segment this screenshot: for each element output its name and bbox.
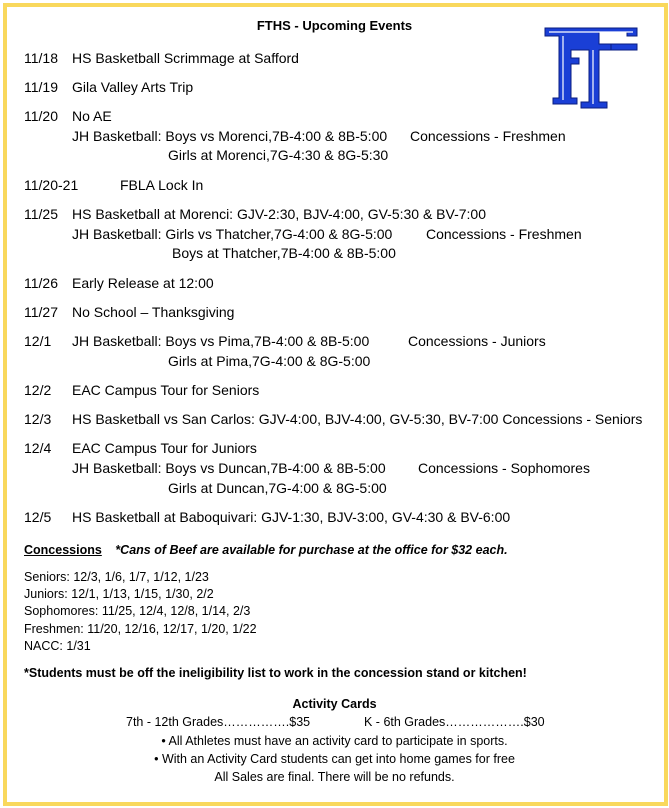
price-grades-k-6: K - 6th Grades……………….$30: [364, 715, 545, 729]
concessions-line: Seniors: 12/3, 1/6, 1/7, 1/12, 1/23: [24, 570, 209, 584]
event-subline: JH Basketball: Girls vs Thatcher,7G-4:00 & 8G-5:00: [72, 226, 393, 242]
event-row: [24, 50, 299, 66]
event-date: 12/4: [24, 440, 52, 456]
concessions-note: *Cans of Beef are available for purchase at the office for $32 each.: [115, 543, 508, 557]
no-refunds-note: All Sales are final. There will be no refunds.: [214, 770, 455, 784]
event-subline: Girls at Morenci,7G-4:30 & 8G-5:30: [168, 147, 389, 163]
event-subline: Girls at Duncan,7G-4:00 & 8G-5:00: [168, 480, 387, 496]
event-text: Gila Valley Arts Trip: [72, 79, 194, 95]
concessions-line: Freshmen: 11/20, 12/16, 12/17, 1/20, 1/22: [24, 622, 257, 636]
event-date: 11/19: [24, 79, 58, 95]
event-date: 11/18: [24, 50, 58, 66]
event-text: HS Basketball at Baboquivari: GJV-1:30, BJV-3:00, GV-4:30 & BV-6:00: [72, 509, 511, 525]
activity-bullet: • All Athletes must have an activity card to participate in sports.: [161, 734, 508, 748]
event-date: 12/2: [24, 382, 52, 398]
ineligibility-notice: *Students must be off the ineligibility list to work in the concession stand or kitchen!: [24, 666, 527, 680]
event-text: HS Basketball Scrimmage at Safford: [72, 50, 299, 66]
event-text: No School – Thanksgiving: [72, 304, 235, 320]
event-date: 11/20: [24, 108, 58, 124]
event-date: 11/25: [24, 206, 58, 222]
event-row: [24, 206, 486, 222]
event-row: [24, 79, 194, 95]
concessions-line: Juniors: 12/1, 1/13, 1/15, 1/30, 2/2: [24, 587, 214, 601]
activity-bullet: • With an Activity Card students can get into home games for free: [154, 752, 515, 766]
event-text: FBLA Lock In: [120, 177, 204, 193]
event-row: [24, 509, 511, 525]
event-row: [24, 382, 260, 398]
event-text: Early Release at 12:00: [72, 275, 214, 291]
event-text: HS Basketball at Morenci: GJV-2:30, BJV-4:00, GV-5:30 & BV-7:00: [72, 206, 486, 222]
activity-cards-title: Activity Cards: [292, 697, 377, 711]
event-date: 11/20-21: [24, 177, 79, 193]
event-text: JH Basketball: Boys vs Pima,7B-4:00 & 8B-5:00: [72, 333, 370, 349]
event-text: EAC Campus Tour for Seniors: [72, 382, 260, 398]
event-row: [24, 108, 112, 124]
concessions-heading: Concessions: [24, 543, 102, 557]
event-text: EAC Campus Tour for Juniors: [72, 440, 257, 456]
event-subline: JH Basketball: Boys vs Morenci,7B-4:00 & 8B-5:00: [72, 128, 388, 144]
event-date: 11/26: [24, 275, 58, 291]
event-row: [24, 440, 257, 456]
event-row: [24, 333, 370, 349]
page-title: FTHS - Upcoming Events: [256, 18, 413, 33]
event-row: [24, 304, 235, 320]
event-date: 12/5: [24, 509, 52, 525]
event-row: [24, 177, 204, 193]
event-row: [24, 411, 643, 427]
event-date: 11/27: [24, 304, 58, 320]
event-row: [24, 275, 214, 291]
event-date: 12/1: [24, 333, 52, 349]
event-concessions: Concessions - Freshmen: [426, 226, 582, 242]
concessions-header: [24, 543, 508, 557]
fths-logo: [541, 22, 641, 110]
event-concessions: Concessions - Freshmen: [410, 128, 566, 144]
event-text: No AE: [72, 108, 112, 124]
event-concessions: Concessions - Sophomores: [418, 460, 590, 476]
event-subline: JH Basketball: Boys vs Duncan,7B-4:00 & 8B-5:00: [72, 460, 386, 476]
event-text: HS Basketball vs San Carlos: GJV-4:00, BJV-4:00, GV-5:30, BV-7:00 Concessions - Seniors: [72, 411, 643, 427]
event-concessions: Concessions - Juniors: [408, 333, 546, 349]
price-grades-7-12: 7th - 12th Grades…………….$35: [126, 715, 311, 729]
concessions-line: Sophomores: 11/25, 12/4, 12/8, 1/14, 2/3: [24, 604, 251, 618]
concessions-line: NACC: 1/31: [24, 639, 91, 653]
event-subline: Girls at Pima,7G-4:00 & 8G-5:00: [168, 353, 371, 369]
event-subline: Boys at Thatcher,7B-4:00 & 8B-5:00: [172, 245, 396, 261]
event-date: 12/3: [24, 411, 52, 427]
